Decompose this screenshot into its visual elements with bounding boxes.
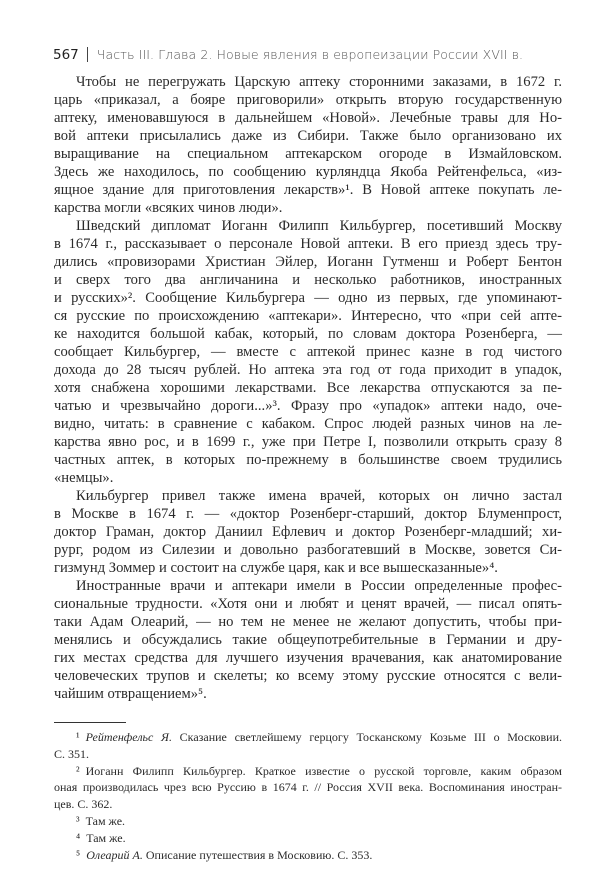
footnote-text: цев. С. 362.	[54, 797, 113, 812]
text-line: вой аптеки присылались даже из Сибири. Также было организовано их	[54, 128, 562, 144]
main-text	[54, 73, 562, 703]
text-line: выращивание на специальном аптекарском огороде в Измайловском.	[54, 146, 562, 162]
footnote-author: Олеарий А.	[86, 847, 143, 862]
text-line: царь «приказал, а бояре приговорили» открыть вторую государственную	[54, 92, 562, 108]
running-header	[53, 47, 523, 63]
text-line: в Москве в 1674 г. — «доктор Розенберг-старший, доктор Блуменпрост,	[54, 506, 562, 522]
footnote-line	[54, 763, 562, 780]
text-line: сиональные трудности. «Хотя они и любят и ценят врачей, — писал опять-	[54, 596, 562, 612]
text-line: чатью и чрезвычайно дороги...»³. Фразу про «упадок» аптеки надо, оче-	[54, 398, 562, 414]
footnote-text: С. 351.	[54, 746, 90, 761]
footnote-line	[54, 847, 562, 864]
text-line: аптеку, именовавшуюся в дальнейшем «Новой». Лечебные травы для Но-	[54, 110, 562, 126]
text-line: сообщает Кильбургер, — вместе с аптекой принес казне в год чистого	[54, 344, 562, 360]
footnotes	[54, 729, 562, 863]
text-line: Чтобы не перегружать Царскую аптеку сторонними заказами, в 1672 г.	[76, 74, 562, 90]
text-line: таки Адам Олеарий, — но тем не менее не желают допустить, чтобы при-	[54, 614, 562, 630]
footnote	[54, 763, 562, 813]
footnote-line	[54, 779, 562, 796]
header-divider	[87, 47, 88, 62]
paragraph	[54, 487, 562, 577]
text-line: человеческих трупов и скелеты; ко всему этому русские относятся с вели-	[54, 668, 562, 684]
text-line: Шведский дипломат Иоганн Филипп Кильбургер, посетивший Москву	[76, 218, 562, 234]
footnote-rule	[54, 722, 126, 723]
text-line: Кильбургер привел также имена врачей, которых он лично застал	[76, 488, 562, 504]
footnote	[54, 813, 562, 830]
text-line: ящное здание для приготовления лекарств»¹. В Новой аптеке покупать ле-	[54, 182, 562, 198]
paragraph	[54, 217, 562, 487]
footnote-number: ³	[76, 813, 80, 828]
text-line: дохода до 28 тысяч рублей. Но аптека эта год от года приходит в упадок,	[54, 362, 562, 378]
footnote-number: ⁴	[76, 830, 81, 845]
footnote-text: Описание путешествия в Московию. С. 353.	[142, 847, 373, 862]
footnote	[54, 847, 562, 864]
text-line: доктор Граман, доктор Даниил Ефлевич и доктор Розенберг-младший; хи-	[54, 524, 562, 540]
text-line: ся русские по происхождению «аптекари». Интересно, что «при сей апте-	[54, 308, 562, 324]
running-title: Часть III. Глава 2. Новые явления в европеизации России XVII в.	[96, 47, 524, 62]
paragraph	[54, 577, 562, 703]
footnote-text: Сказание светлейшему герцогу Тосканскому Козьме III о Московии.	[171, 730, 563, 744]
text-line: в 1674 г., рассказывает о персонале Новой аптеки. В его приезд здесь тру-	[54, 236, 562, 252]
text-line: и сверх того два англичанина и несколько работников, иностранных	[54, 272, 562, 288]
text-line: «немцы».	[54, 470, 114, 486]
text-line: и русских»². Сообщение Кильбургера — одно из первых, где упоминают-	[54, 290, 562, 306]
footnote-line	[54, 746, 562, 763]
text-line: гих местах средства для лучшего изучения врачевания, как анатомирование	[54, 650, 562, 666]
footnote-line	[54, 796, 562, 813]
footnote-text: оная производилась чрез всю Руссию в 1674 г. // Россия XVII века. Воспоминания иностран-	[54, 780, 562, 795]
footnote-number: ¹	[76, 730, 80, 744]
text-line: менялись и обсуждались такие общеупотребительные в Германии и дру-	[54, 632, 562, 648]
text-line: частных аптек, в которых по-прежнему в большинстве своем трудились	[54, 452, 562, 468]
footnote	[54, 830, 562, 847]
text-line: чайшим отвращением»⁵.	[54, 686, 207, 702]
text-line: рург, родом из Силезии и довольно разбогатевший в Москве, зовется Си-	[54, 542, 562, 558]
text-line: Здесь же находилось, по сообщению курляндца Якоба Рейтенфельса, «из-	[54, 164, 562, 180]
footnote	[54, 729, 562, 763]
text-line: карства явно рос, и в 1699 г., уже при Петре I, позволили открыть сразу 8	[54, 434, 562, 450]
footnote-number: ²	[76, 763, 80, 778]
footnote-text: Там же.	[85, 813, 126, 828]
footnote-text: Иоганн Филипп Кильбургер. Краткое известие о русской торговле, каким образом	[85, 763, 562, 778]
footnote-line	[54, 729, 562, 746]
paragraph	[54, 73, 562, 217]
text-line: дились «провизорами Христиан Эйлер, Иоганн Гутменш и Роберт Бентон	[54, 254, 562, 270]
footnote-text: Там же.	[86, 830, 126, 845]
text-line: гизмунд Зоммер и состоит на службе царя, как и все вышесказанные»⁴.	[54, 560, 498, 576]
text-line: хотя снабжена хорошими лекарствами. Все лекарства отпускаются за пе-	[54, 380, 562, 396]
text-line: Иностранные врачи и аптекари имели в России определенные профес-	[76, 578, 562, 594]
footnote-author: Рейтенфельс Я.	[85, 730, 172, 744]
text-line: карства могли «всяких чинов люди».	[54, 200, 283, 216]
footnote-line	[54, 813, 562, 830]
footnote-line	[54, 830, 562, 847]
page-number: 567	[53, 47, 79, 63]
text-line: ке находится большой кабак, который, по словам доктора Розенберга, —	[54, 326, 562, 342]
footnote-number: ⁵	[76, 847, 81, 862]
text-line: видно, читать: в сравнение с кабаком. Спрос людей разных чинов на ле-	[54, 416, 562, 432]
